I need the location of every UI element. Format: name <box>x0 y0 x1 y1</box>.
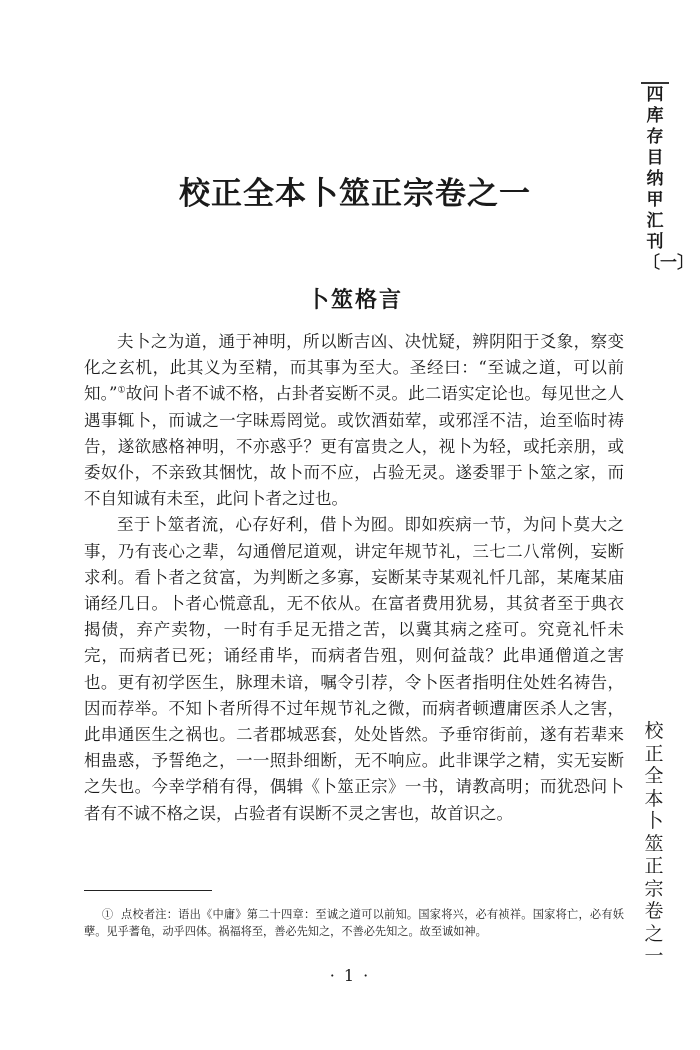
chapter-title: 校正全本卜筮正宗卷之一 <box>179 176 531 212</box>
footnote-mark: ① <box>101 908 114 921</box>
paragraph-text: 夫卜之为道，通于神明，所以断吉凶、决忧疑，辨阴阳于爻象，察变化之玄机，此其义为至精，而其事为至大。圣经曰：“至诚之道，可以前知。” <box>84 332 624 404</box>
series-title-vertical: 四库存目纳甲汇刊〔一〕 <box>643 85 694 273</box>
section-heading: 卜筮格言 <box>306 288 403 313</box>
footnote-text: 点校者注：语出《中庸》第二十四章：至诚之道可以前知。国家将兴，必有祯祥。国家将亡，必有妖孽。见乎蓍龟，动乎四体。祸福将至，善必先知之，不善必先知之。故至诚如神。 <box>84 908 624 938</box>
footnote <box>84 906 624 940</box>
body-text <box>84 329 624 827</box>
footnote-divider <box>84 890 212 891</box>
paragraph <box>84 329 624 512</box>
paragraph: 至于卜筮者流，心存好利，借卜为囮。即如疾病一节，为问卜莫大之事，乃有丧心之辈，勾通僧尼道观，讲定年规节礼，三七二八常例，妄断求利。看卜者之贫富，为判断之多寡，妄断某寺某观礼忏几部，某庵某庙诵经几日。卜者心慌意乱，无不依从。在富者费用犹易，其贫者至于典衣揭债，弃产卖物，一时有手足无措之苦，以冀其病之痊可。究竟礼忏未完，而病者已死；诵经甫毕，而病者告殂，则何益哉？此串通僧道之害也。更有初学医生，脉理未谙，嘱令引荐，令卜医者指明住处姓名祷告，因而荐举。不知卜者所得不过年规节礼之微，而病者顿遭庸医杀人之害，此串通医生之祸也。二者郡城恶套，处处皆然。予垂帘街前，遂有若辈来相蛊惑，予誓绝之，一一照卦细断，无不响应。此非课学之精，实无妄断之失也。今幸学稍有得，偶辑《卜筮正宗》一书，请教高明；而犹恐问卜者有不诚不格之误，占验者有误断不灵之害也，故首识之。 <box>84 515 624 823</box>
side-header-rule <box>641 82 669 84</box>
page-number: · 1 · <box>329 966 371 985</box>
footnote-reference[interactable]: ① <box>117 385 126 396</box>
running-title-vertical: 校正全本卜筮正宗卷之一 <box>644 720 664 967</box>
paragraph-text: 故问卜者不诚不格，占卦者妄断不灵。此二语实定论也。每见世之人遇事辄卜，而诚之一字昧焉罔觉。或饮酒茹荤，或邪淫不洁，迨至临时祷告，遂欲感格神明，不亦惑乎？更有富贵之人，视卜为轻，或托亲朋，或委奴仆，不亲致其悃忱，故卜而不应，占验无灵。遂委罪于卜筮之家，而不自知诚有未至，此问卜者之过也。 <box>84 384 625 509</box>
